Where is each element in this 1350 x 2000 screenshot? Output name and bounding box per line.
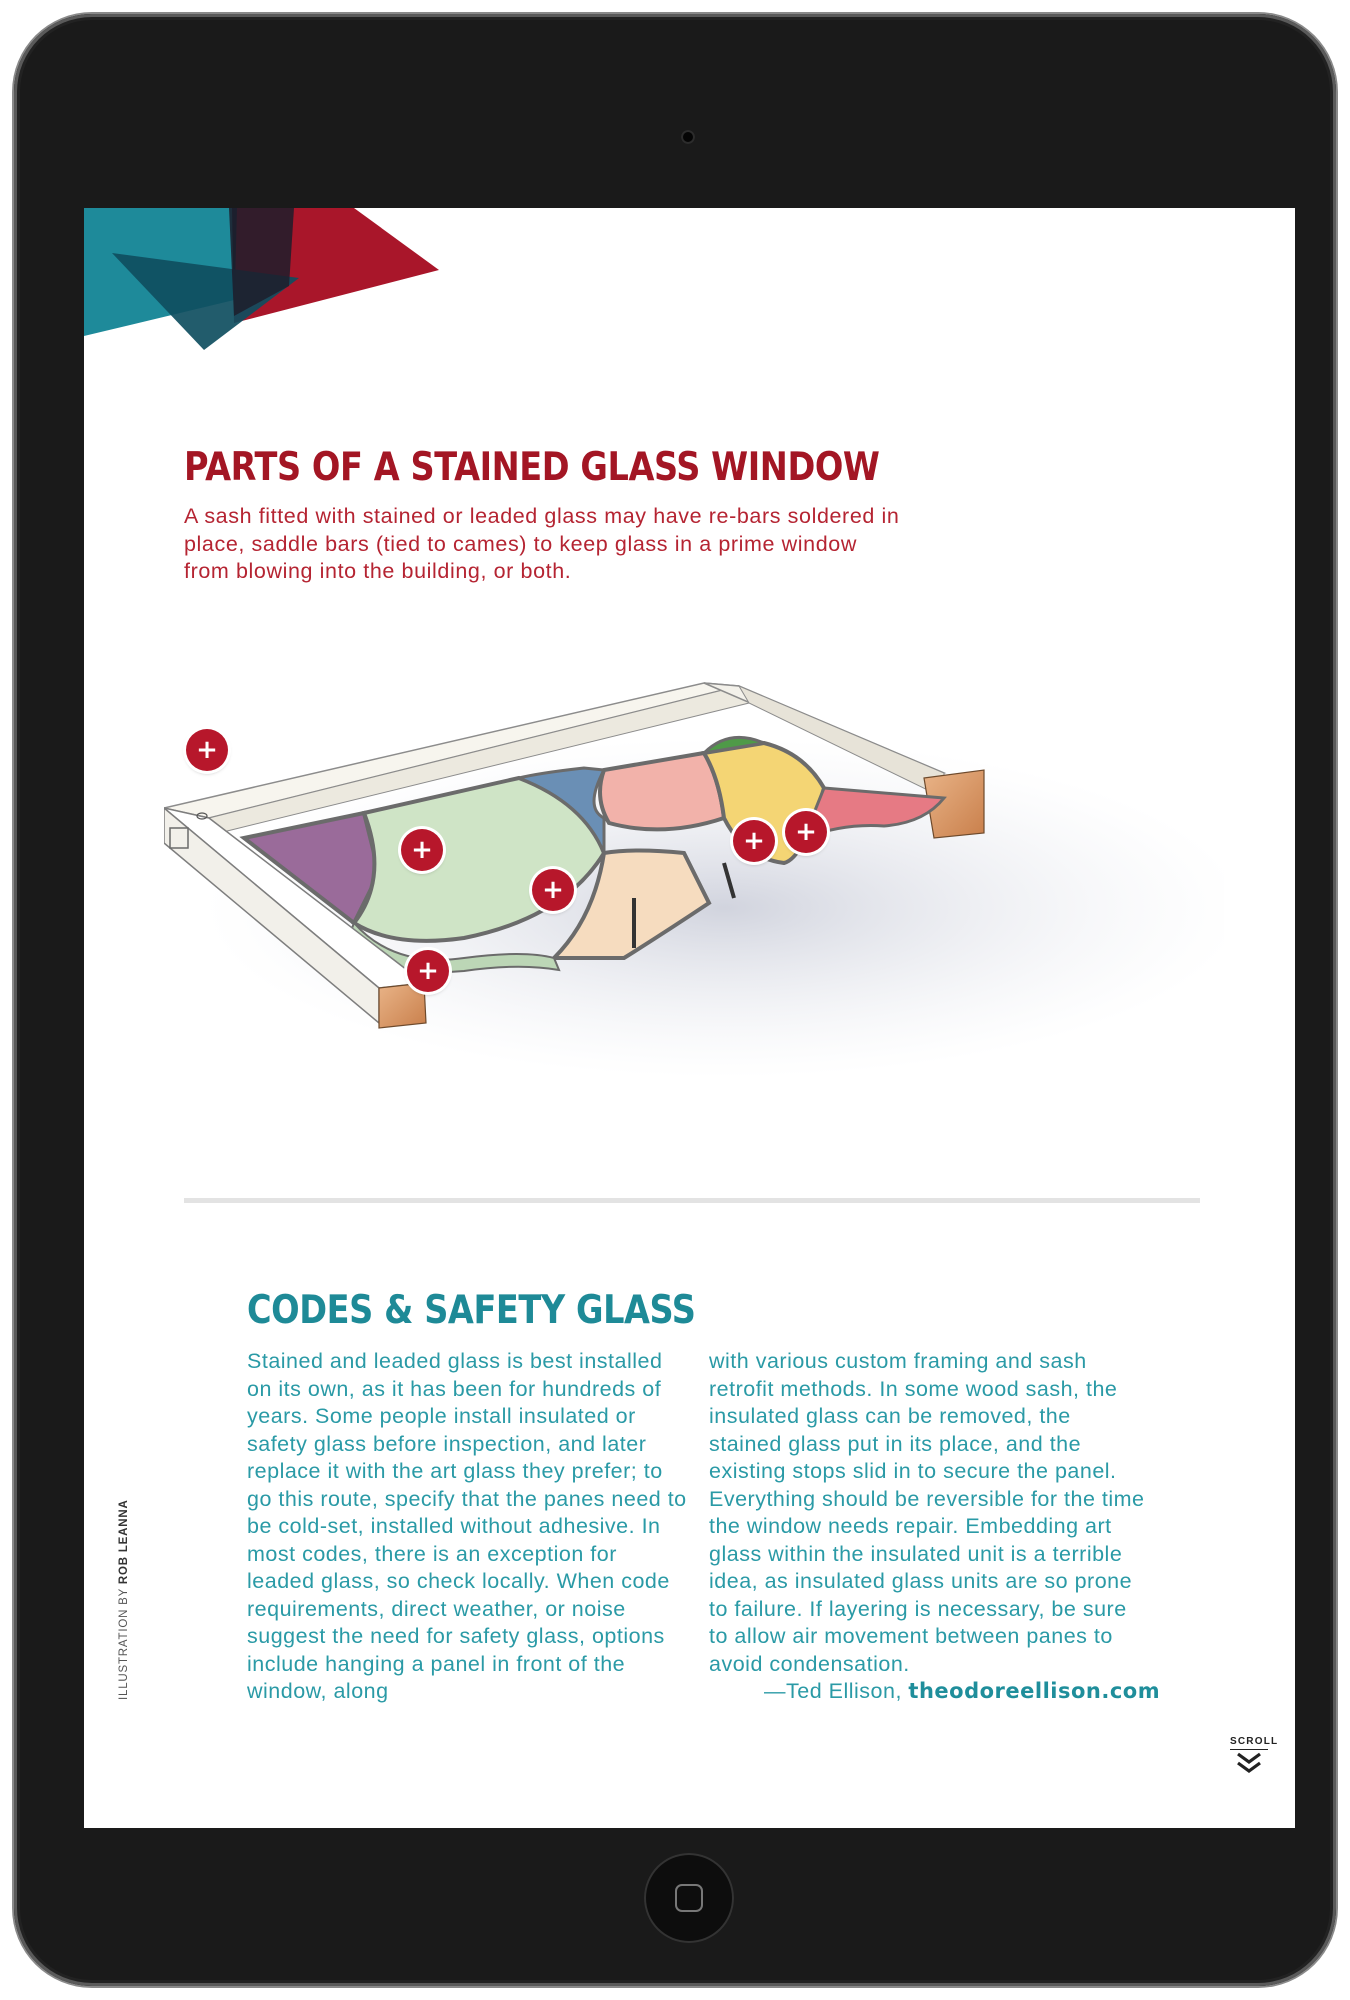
hotspot-re-bar[interactable]: +	[785, 811, 827, 853]
decorative-triangles	[84, 208, 504, 358]
home-button-icon	[675, 1884, 703, 1912]
body-column-1	[247, 1348, 687, 1706]
hotspot-came[interactable]: +	[532, 869, 574, 911]
double-chevron-down-icon	[1234, 1750, 1264, 1776]
scroll-indicator[interactable]	[1224, 1736, 1279, 1780]
section-title-codes: CODES & SAFETY GLASS	[247, 1288, 696, 1333]
scroll-label: SCROLL	[1230, 1736, 1268, 1750]
illustration-credit	[118, 1499, 130, 1700]
body-text-1: Stained and leaded glass is best installed on its own, as it has been for hundreds of years. Some people install insulated or safety glass before inspection, and later replace it with the art glass they prefer; to go this route, specify that the panes need to be cold-set, installed without adhesive. In most codes, there is an exception for leaded glass, so check locally. When code requirements, direct weather, or noise suggest the need for safety glass, options include hanging a panel in front of the window, along	[247, 1349, 687, 1703]
tablet-device	[14, 14, 1336, 1986]
hotspot-sash-end[interactable]: +	[407, 950, 449, 992]
hotspot-frame[interactable]: +	[186, 729, 228, 771]
credit-name: ROB LEANNA	[118, 1499, 130, 1585]
camera-icon	[681, 130, 695, 144]
attribution-author: —Ted Ellison,	[764, 1679, 909, 1703]
stained-glass-window-illustration	[164, 658, 1224, 1128]
section-title-parts: PARTS OF A STAINED GLASS WINDOW	[184, 445, 880, 490]
hotspot-glass-pane[interactable]: +	[401, 829, 443, 871]
credit-prefix: ILLUSTRATION BY	[118, 1584, 130, 1700]
section-divider	[184, 1198, 1200, 1203]
home-button[interactable]	[644, 1853, 734, 1943]
body-text-2: with various custom framing and sash retrofit methods. In some wood sash, the insulated glass can be removed, the stained glass put in its place, and the existing stops slid in to secure the panel. Everything should be reversible for the time the window needs repair. Embedding art glass within the insulated unit is a terrible idea, as insulated glass units are so prone to failure. If layering is necessary, be sure to allow air movement between panes to avoid condensation.	[709, 1349, 1145, 1676]
hotspot-saddle-bar[interactable]: +	[733, 820, 775, 862]
attribution-link[interactable]: theodoreellison.com	[908, 1679, 1161, 1703]
attribution	[709, 1678, 1161, 1706]
magazine-page	[84, 208, 1295, 1828]
body-column-2	[709, 1348, 1161, 1706]
section-intro: A sash fitted with stained or leaded glass may have re-bars soldered in place, saddle bars (tied to cames) to keep glass in a prime window from blowing into the building, or both.	[184, 504, 900, 583]
